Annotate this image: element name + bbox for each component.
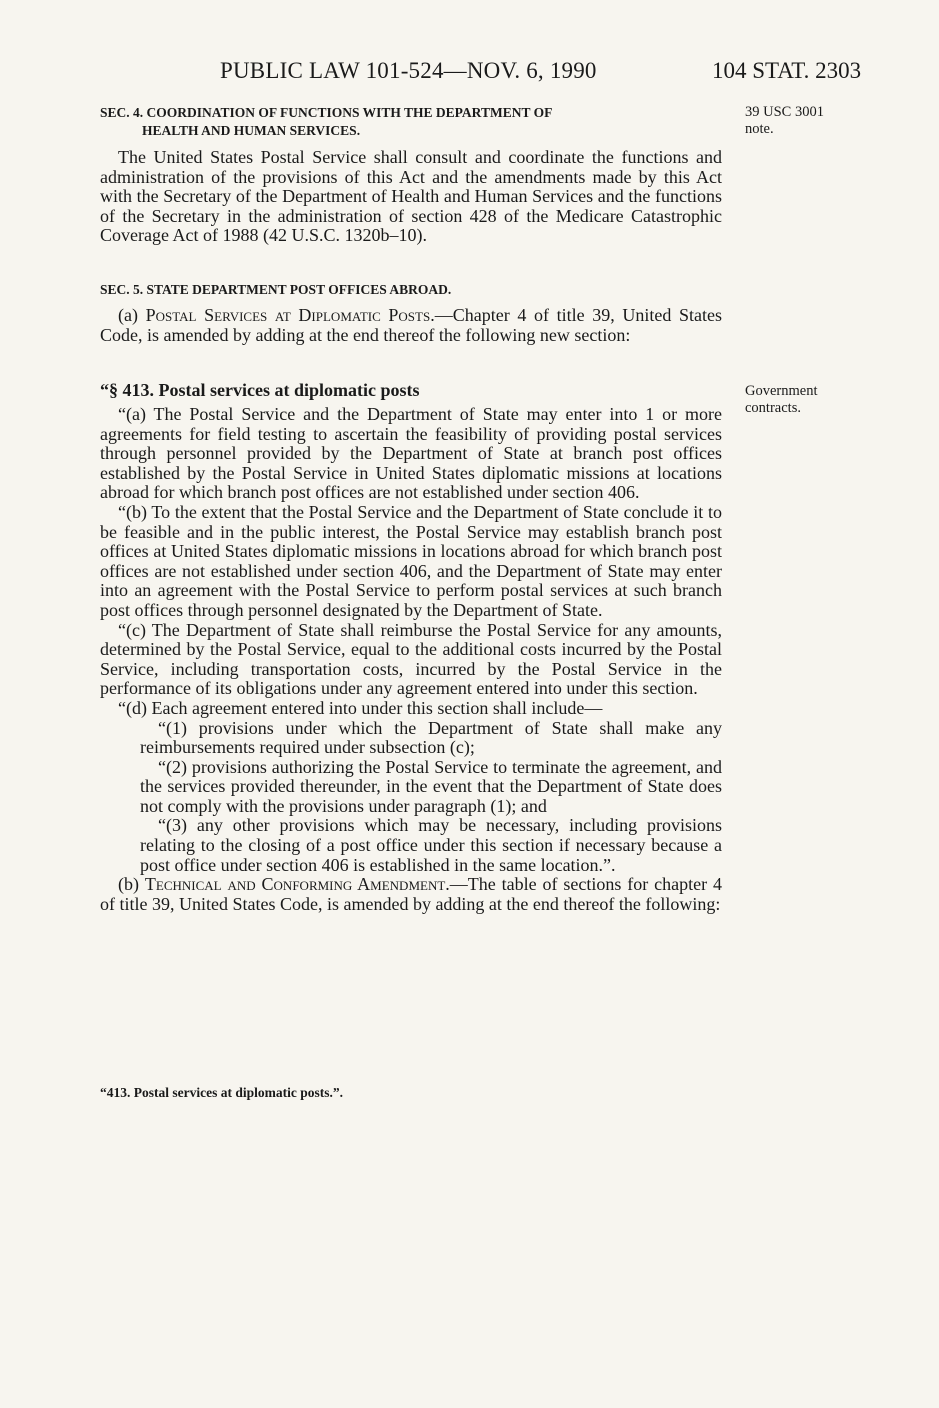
margin-note-usc-line2: note. xyxy=(745,121,774,137)
section-413-body xyxy=(100,405,722,914)
running-header-stat: 104 STAT. 2303 xyxy=(712,58,862,83)
section-413-para-c: “(c) The Department of State shall reimburse the Postal Service for any amounts, determined by the Postal Service, equal to the additional costs incurred by the Postal Service, including transportation costs, incurred by the Postal Service in the performance of its obligations under any agreement entered into under this section. xyxy=(100,619,722,699)
sec4-heading-line2: HEALTH AND HUMAN SERVICES. xyxy=(142,123,361,138)
section-413-para-d1: “(1) provisions under which the Department of State shall make any reimbursements required under subsection (c); xyxy=(140,717,722,758)
section-413-para-b: “(b) To the extent that the Postal Service and the Department of State conclude it to be feasible and in the public interest, the Postal Service may establish branch post offices at United States diplomatic missions in locations abroad for which branch post offices are not established under section 406, and the Department of State may enter into an agreement with the Postal Service to perform postal services at such branch post offices through personnel designated by the Department of State. xyxy=(100,501,722,620)
section-413-title: “§ 413. Postal services at diplomatic posts xyxy=(100,380,420,400)
table-of-sections-entry: “413. Postal services at diplomatic posts.”. xyxy=(100,1085,343,1100)
subsection-a-text: —Chapter 4 of title 39, United States Code, is amended by adding at the end thereof the following new section: xyxy=(100,305,722,345)
margin-note-usc-line1: 39 USC 3001 xyxy=(745,104,824,120)
sec4-body xyxy=(100,148,722,246)
section-413-para-d3: “(3) any other provisions which may be necessary, including provisions relating to the closing of a post office under this section if necessary because a post office under section 406 is established in the same location.”. xyxy=(140,815,722,875)
section-413-para-d: “(d) Each agreement entered into under this section shall include— xyxy=(118,697,603,718)
subsection-b-text: —The table of sections for chapter 4 of title 39, United States Code, is amended by adding at the end thereof the following: xyxy=(100,874,722,914)
subsection-b-paragraph xyxy=(100,875,722,914)
subsection-a-paragraph xyxy=(100,306,722,345)
subsection-a-label: (a) xyxy=(118,305,138,325)
subsection-a-caption: Postal Services at Diplomatic Posts. xyxy=(145,305,435,325)
margin-note-gov-line2: contracts. xyxy=(745,400,801,416)
running-header-title: PUBLIC LAW 101-524—NOV. 6, 1990 xyxy=(220,58,597,83)
margin-note-usc xyxy=(745,104,824,138)
sec5-subsection-a xyxy=(100,306,722,345)
section-413-para-d2: “(2) provisions authorizing the Postal Service to terminate the agreement, and the services provided thereunder, in the event that the Department of State does not comply with the provisions under paragraph (1); and xyxy=(140,756,722,816)
sec4-paragraph: The United States Postal Service shall consult and coordinate the functions and administration of the provisions of this Act and the amendments made by this Act with the Secretary of the Department of Health and Human Services and the functions of the Secretary in the administration of section 428 of the Medicare Catastrophic Coverage Act of 1988 (42 U.S.C. 1320b–10). xyxy=(100,147,722,246)
margin-note-government-contracts xyxy=(745,383,817,417)
sec4-heading xyxy=(100,104,722,140)
sec5-heading: SEC. 5. STATE DEPARTMENT POST OFFICES ABROAD. xyxy=(100,282,452,297)
subsection-b-label: (b) xyxy=(118,874,139,895)
margin-note-gov-line1: Government xyxy=(745,383,818,399)
section-413-para-a: “(a) The Postal Service and the Department of State may enter into 1 or more agreements for field testing to ascertain the feasibility of providing postal services through personnel provided by the Department of State at branch post offices established by the Postal Service in United States diplomatic missions at locations abroad for which branch post offices are not established under section 406. xyxy=(100,404,722,503)
sec4-heading-line1: SEC. 4. COORDINATION OF FUNCTIONS WITH THE DEPARTMENT OF xyxy=(100,105,553,120)
subsection-b-caption: Technical and Conforming Amendment. xyxy=(144,874,450,895)
